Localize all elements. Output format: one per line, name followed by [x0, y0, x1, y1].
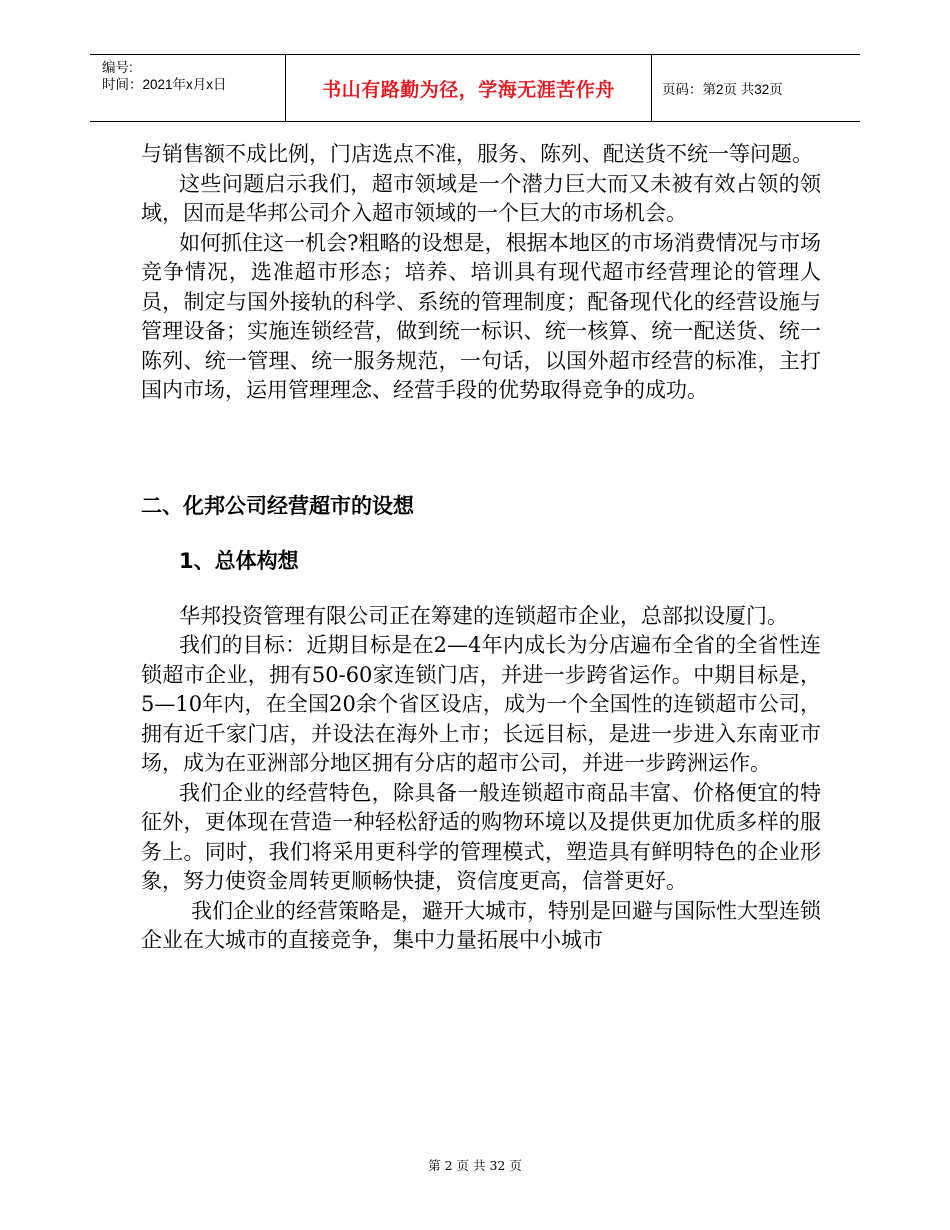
- paragraph: 我们的目标：近期目标是在2—4年内成长为分店遍布全省的全省性连锁超市企业，拥有50-60家连锁门店，并进一步跨省运作。中期目标是，5—10年内，在全国20余个省区设店，成为一个全国性的连锁超市公司，拥有近千家门店，并设法在海外上市；长远目标，是进一步进入东南亚市场，成为在亚洲部分地区拥有分店的超市公司，并进一步跨洲运作。: [141, 633, 821, 775]
- document-body: [141, 140, 821, 956]
- paragraph: 这些问题启示我们，超市领域是一个潜力巨大而又未被有效占领的领域，因而是华邦公司介入超市领域的一个巨大的市场机会。: [141, 171, 821, 225]
- header-motto: 书山有路勤为径，学海无涯苦作舟: [286, 55, 652, 121]
- subsection-heading: 1、总体构想: [179, 548, 299, 573]
- paragraph: 我们企业的经营特色，除具备一般连锁超市商品丰富、价格便宜的特征外，更体现在营造一种轻松舒适的购物环境以及提供更加优质多样的服务上。同时，我们将采用更科学的管理模式，塑造具有鲜明特色的企业形象，努力使资金周转更顺畅快捷，资信度更高，信誉更好。: [141, 780, 821, 893]
- paragraph: 如何抓住这一机会?粗略的设想是，根据本地区的市场消费情况与市场竞争情况，选准超市形态；培养、培训具有现代超市经营理论的管理人员，制定与国外接轨的科学、系统的管理制度；配备现代化的经营设施与管理设备；实施连锁经营，做到统一标识、统一核算、统一配送货、统一陈列、统一管理、统一服务规范，一句话，以国外超市经营的标准，主打国内市场，运用管理理念、经营手段的优势取得竞争的成功。: [141, 230, 821, 402]
- paragraph: 我们企业的经营策略是，避开大城市，特别是回避与国际性大型连锁企业在大城市的直接竞争，集中力量拓展中小城市: [141, 898, 821, 952]
- page-header: [90, 54, 860, 122]
- header-page-number: 页码：第2页 共32页: [662, 82, 783, 97]
- paragraph: 华邦投资管理有限公司正在筹建的连锁超市企业，总部拟设厦门。: [179, 603, 788, 628]
- paragraph: 与销售额不成比例，门店选点不准，服务、陈列、配送货不统一等问题。: [141, 142, 813, 166]
- page-footer: 第 2 页 共 32 页: [428, 1158, 522, 1173]
- document-time: 时间：2021年x月x日: [102, 77, 227, 92]
- document-number-label: 编号:: [102, 60, 133, 75]
- header-meta: [90, 55, 286, 121]
- section-heading: 二、化邦公司经营超市的设想: [141, 493, 414, 518]
